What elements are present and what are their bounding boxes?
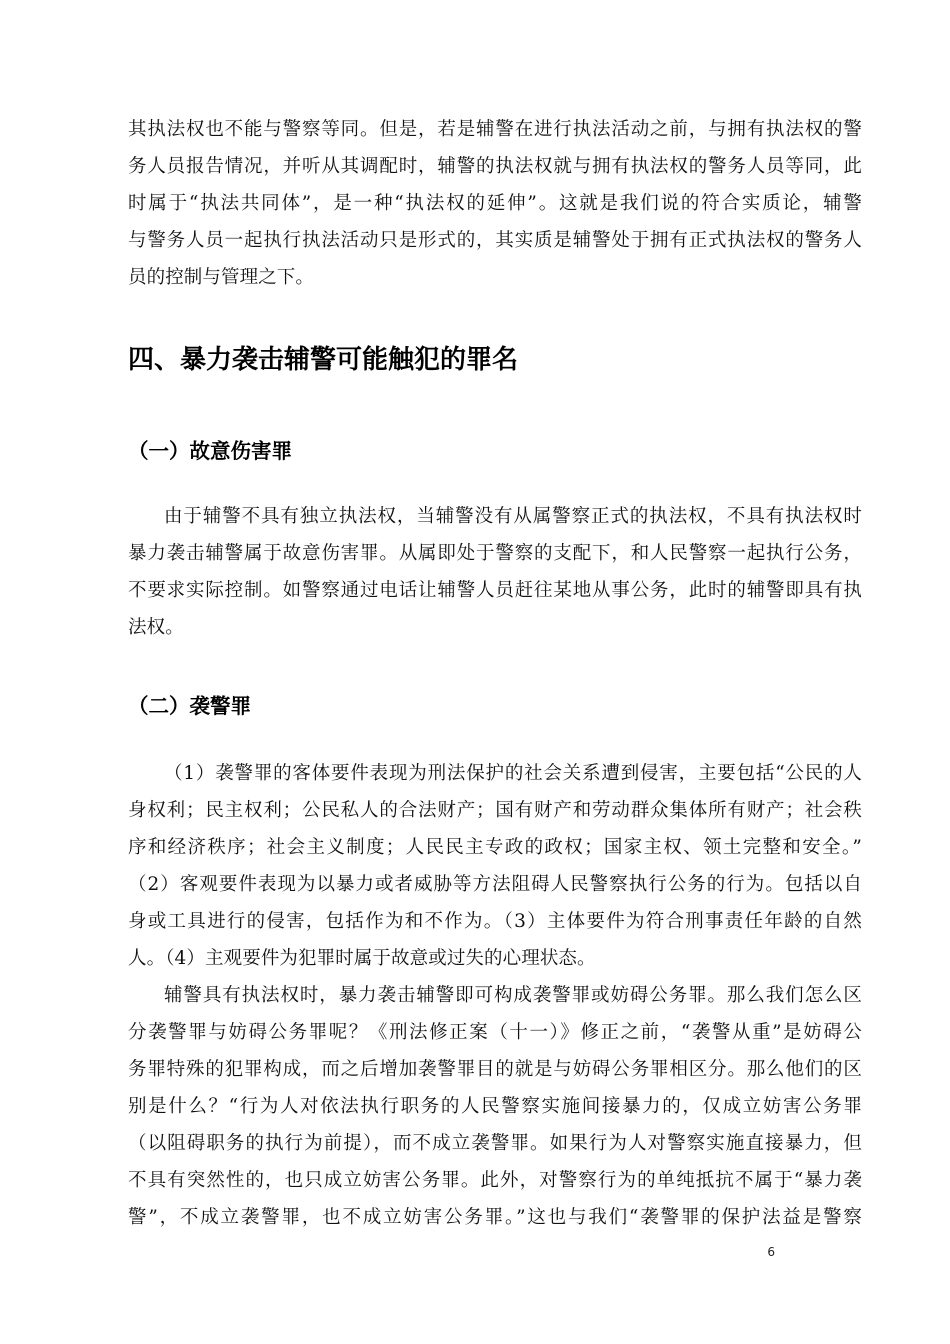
text-line: 不具有突然性的，也只成立妨害公务罪。此外，对警察行为的单纯抵抗不属于“暴力袭 [128, 1170, 862, 1191]
text-line: 不要求实际控制。如警察通过电话让辅警人员赶往某地从事公务，此时的辅警即具有执 [128, 580, 862, 601]
text-line: 由于辅警不具有独立执法权，当辅警没有从属警察正式的执法权，不具有执法权时 [164, 506, 862, 527]
text-line: 警”，不成立袭警罪，也不成立妨害公务罪。”这也与我们“袭警罪的保护法益是警察 [128, 1207, 862, 1228]
subsection-heading-2: （二）袭警罪 [128, 694, 251, 718]
text-line: （以阻碍职务的执行为前提），而不成立袭警罪。如果行为人对警察实施直接暴力，但 [128, 1133, 862, 1154]
text-line: 分袭警罪与妨碍公务罪呢？《刑法修正案（十一）》修正之前，“袭警从重”是妨碍公 [128, 1022, 862, 1043]
text-line: 身或工具进行的侵害，包括作为和不作为。（3）主体要件为符合刑事责任年龄的自然 [128, 911, 862, 932]
text-line: 员的控制与管理之下。 [128, 267, 315, 288]
paragraph-intentional-injury [128, 498, 862, 646]
subsection-heading-1: （一）故意伤害罪 [128, 439, 292, 463]
text-line: 时属于“执法共同体”，是一种“执法权的延伸”。这就是我们说的符合实质论，辅警 [128, 193, 862, 214]
text-line: 身权利；民主权利；公民私人的合法财产；国有财产和劳动群众集体所有财产；社会秩 [128, 800, 862, 821]
text-line: 与警务人员一起执行执法活动只是形式的，其实质是辅警处于拥有正式执法权的警务人 [128, 230, 862, 251]
page-number: 6 [767, 1245, 775, 1259]
text-line: 序和经济秩序；社会主义制度；人民民主专政的政权；国家主权、领土完整和安全。” [128, 837, 862, 858]
text-line: （1）袭警罪的客体要件表现为刑法保护的社会关系遭到侵害，主要包括“公民的人 [164, 763, 862, 784]
section-heading: 四、暴力袭击辅警可能触犯的罪名 [128, 345, 519, 375]
text-line: （2）客观要件表现为以暴力或者威胁等方法阻碍人民警察执行公务的行为。包括以自 [128, 874, 862, 895]
text-line: 人。（4）主观要件为犯罪时属于故意或过失的心理状态。 [128, 948, 596, 969]
paragraph-continuation [128, 111, 862, 296]
text-line: 务罪特殊的犯罪构成，而之后增加袭警罪目的就是与妨碍公务罪相区分。那么他们的区 [128, 1059, 862, 1080]
text-line: 法权。 [128, 617, 184, 638]
text-line: 辅警具有执法权时，暴力袭击辅警即可构成袭警罪或妨碍公务罪。那么我们怎么区 [164, 985, 862, 1006]
text-line: 其执法权也不能与警察等同。但是，若是辅警在进行执法活动之前，与拥有执法权的警 [128, 119, 862, 140]
text-line: 务人员报告情况，并听从其调配时，辅警的执法权就与拥有执法权的警务人员等同，此 [128, 156, 862, 177]
text-line: 别是什么？“行为人对依法执行职务的人民警察实施间接暴力的，仅成立妨害公务罪 [128, 1096, 862, 1117]
text-line: 暴力袭击辅警属于故意伤害罪。从属即处于警察的支配下，和人民警察一起执行公务， [128, 543, 862, 564]
paragraph-police-assault [128, 755, 862, 1236]
